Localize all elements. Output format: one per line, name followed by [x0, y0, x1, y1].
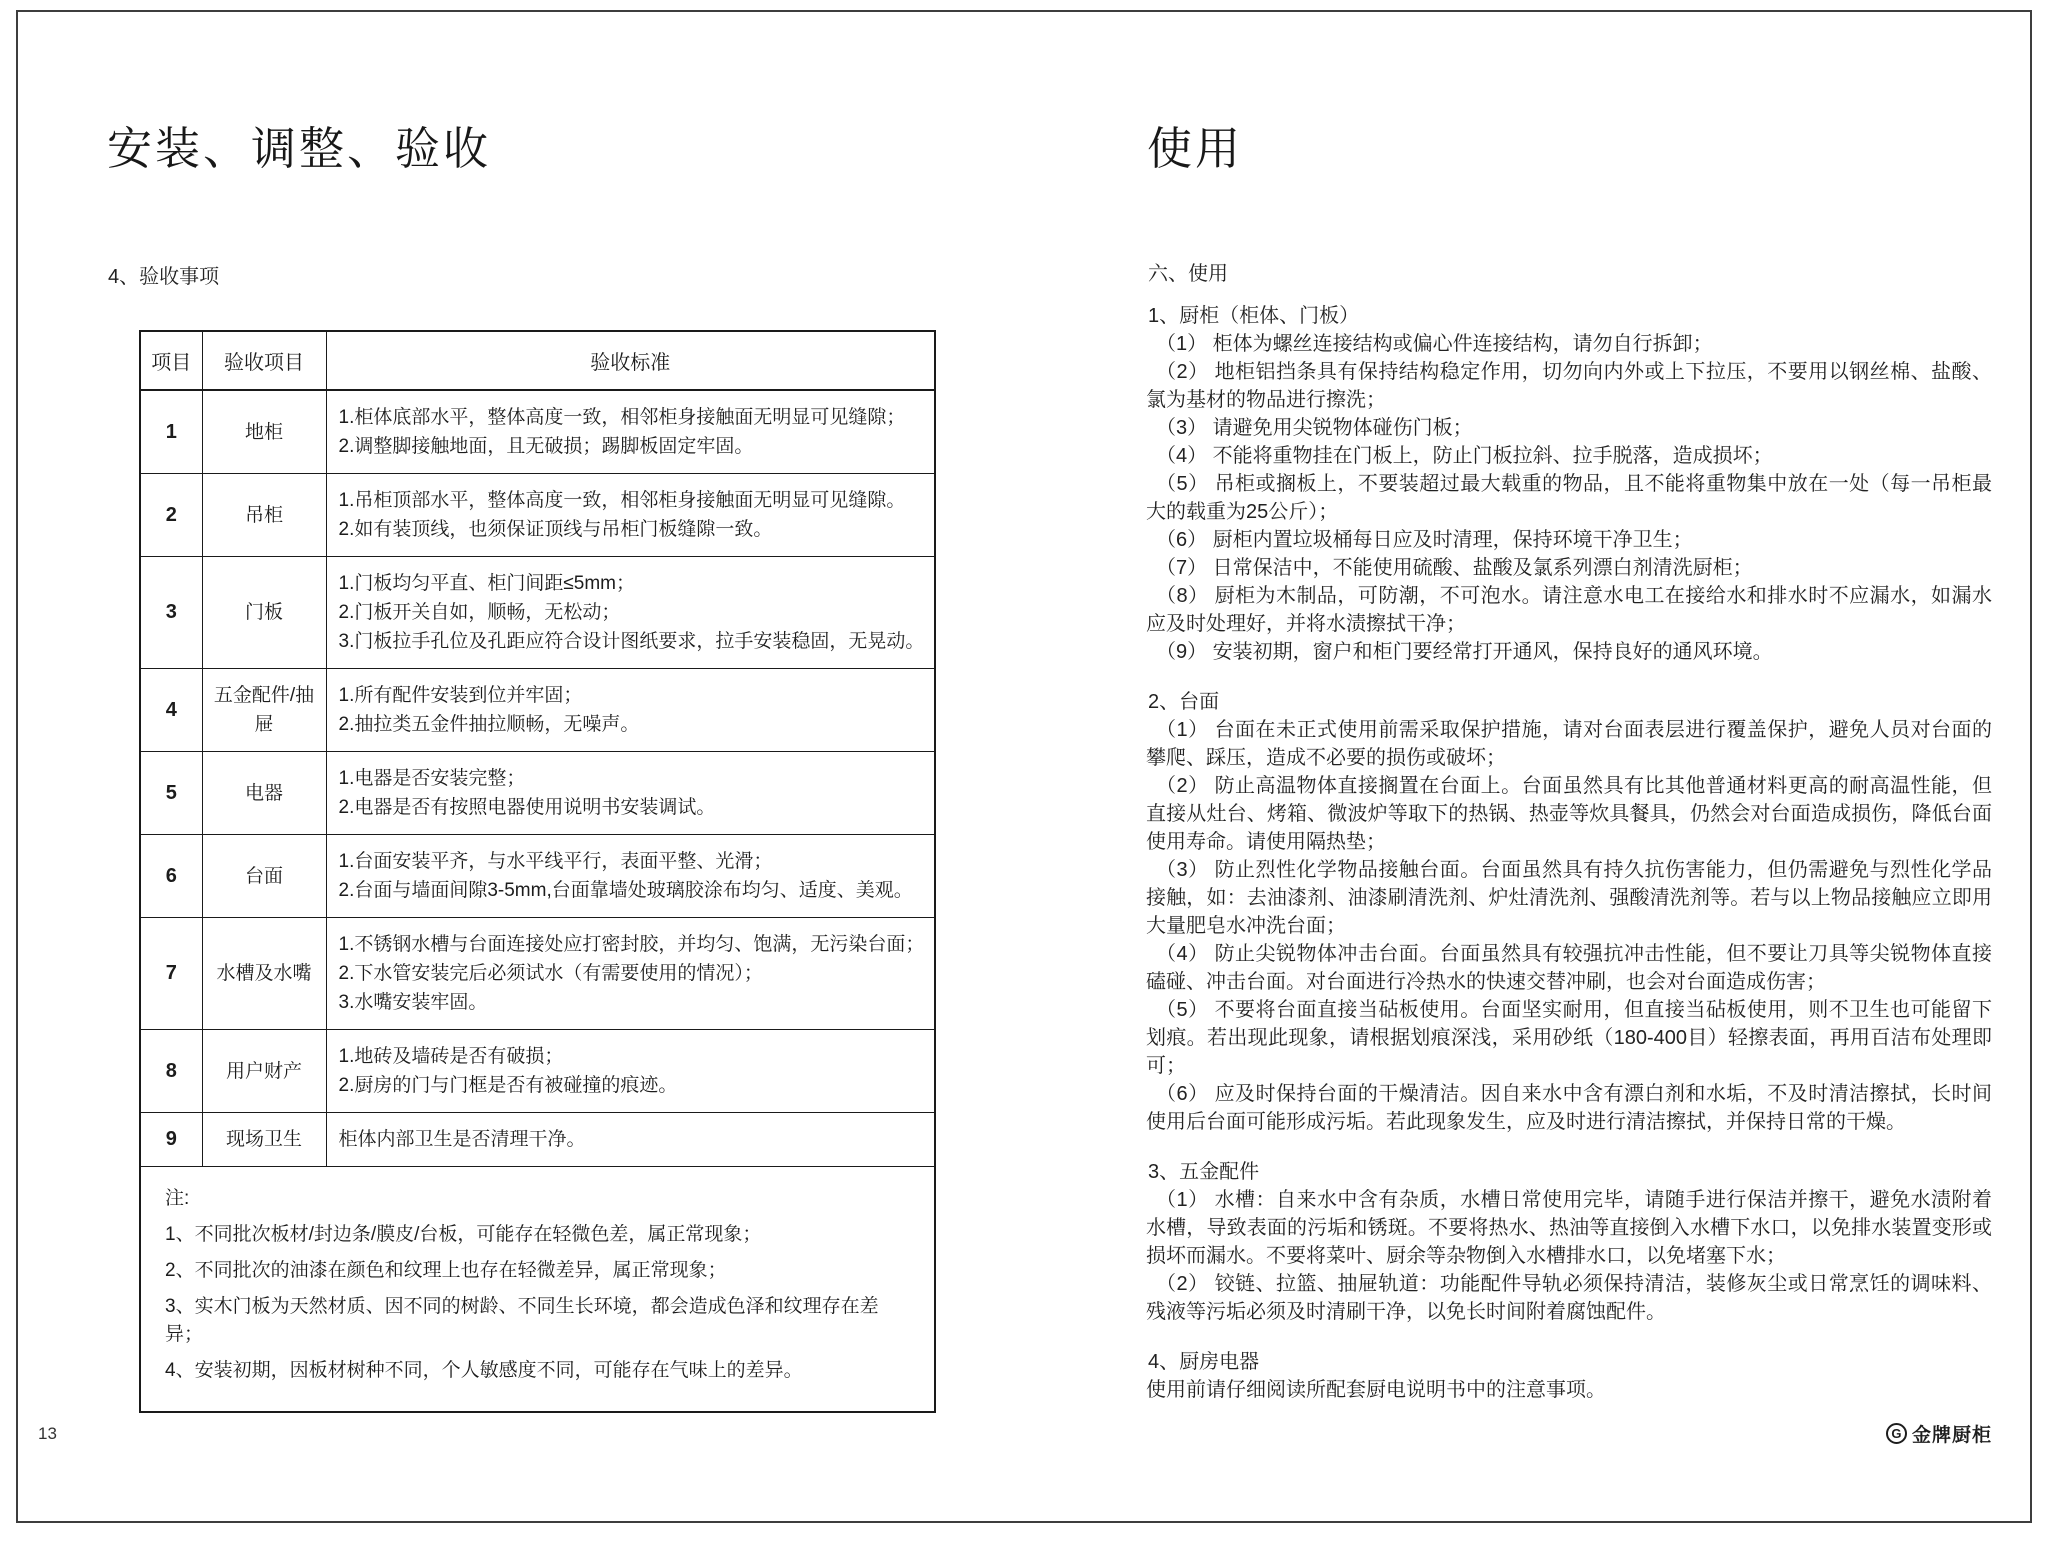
usage-item: （6） 应及时保持台面的干燥清洁。因自来水中含有漂白剂和水垢，不及时清洁擦拭，长时间使用后台面可能形成污垢。若此现象发生，应及时进行清洁擦拭，并保持日常的干燥。: [1146, 1083, 1992, 1133]
standard-line: 2.下水管安装完后必须试水（有需要使用的情况）；: [338, 963, 763, 984]
standard-line: 1.地砖及墙砖是否有破损；: [338, 1046, 564, 1067]
standard-line: 2.如有装顶线，也须保证顶线与吊柜门板缝隙一致。: [338, 519, 773, 540]
standard-line: 3.门板拉手孔位及孔距应符合设计图纸要求，拉手安装稳固，无晃动。: [338, 631, 925, 652]
usage-section: [1146, 1158, 1992, 1326]
standard-line: 3.水嘴安装牢固。: [338, 992, 488, 1013]
standard-line: 1.柜体底部水平，整体高度一致，相邻柜身接触面无明显可见缝隙；: [338, 407, 906, 428]
usage-item: （9） 安装初期，窗户和柜门要经常打开通风，保持良好的通风环境。: [1156, 641, 1773, 663]
brand-name: 金牌厨柜: [1911, 1425, 1992, 1446]
standard-line: 1.门板均匀平直、柜门间距≤5mm；: [338, 573, 635, 594]
usage-section: [1146, 1348, 1992, 1404]
standard-line: 2.电器是否有按照电器使用说明书安装调试。: [338, 797, 716, 818]
page-number: 13: [38, 1424, 57, 1443]
left-page-title: 安装、调整、验收: [107, 123, 492, 175]
row-number-cell: 1: [140, 390, 202, 474]
note-line: 2、不同批次的油漆在颜色和纹理上也存在轻微差异，属正常现象；: [165, 1260, 727, 1281]
table-row: [140, 390, 935, 474]
row-number-cell: 3: [140, 557, 202, 669]
acceptance-table: [139, 330, 936, 1413]
row-item-cell: 现场卫生: [202, 1113, 326, 1167]
table-row: [140, 474, 935, 557]
usage-section-heading: 六、使用: [1148, 263, 1228, 285]
row-item-cell: 水槽及水嘴: [202, 918, 326, 1030]
usage-item: （1） 柜体为螺丝连接结构或偏心件连接结构，请勿自行拆卸；: [1156, 333, 1713, 355]
row-number-cell: 5: [140, 752, 202, 835]
standard-line: 2.抽拉类五金件抽拉顺畅，无噪声。: [338, 714, 640, 735]
usage-body: [1146, 260, 1992, 1404]
usage-item: （3） 防止烈性化学物品接触台面。台面虽然具有持久抗伤害能力，但仍需避免与烈性化学品接触，如：去油漆剂、油漆刷清洗剂、炉灶清洗剂、强酸清洗剂等。若与以上物品接触应立即用大量肥皂水冲洗台面；: [1146, 859, 1992, 937]
table-row: [140, 752, 935, 835]
column-header-no: 项目: [140, 331, 202, 390]
usage-item: （1） 水槽：自来水中含有杂质，水槽日常使用完毕，请随手进行保洁并擦干，避免水渍附着水槽，导致表面的污垢和锈斑。不要将热水、热油等直接倒入水槽下水口，以免排水装置变形或损坏而漏水。不要将菜叶、厨余等杂物倒入水槽排水口，以免堵塞下水；: [1146, 1189, 1992, 1267]
standard-line: 1.台面安装平齐，与水平线平行，表面平整、光滑；: [338, 851, 773, 872]
table-row: [140, 1113, 935, 1167]
row-standard-cell: [326, 474, 935, 557]
usage-section-heading: 4、厨房电器: [1148, 1351, 1260, 1373]
row-standard-cell: [326, 669, 935, 752]
row-standard-cell: [326, 835, 935, 918]
usage-section: [1146, 688, 1992, 1136]
standard-line: 2.台面与墙面间隙3-5mm,台面靠墙处玻璃胶涂布均匀、适度、美观。: [338, 880, 913, 901]
row-number-cell: 6: [140, 835, 202, 918]
row-standard-cell: [326, 918, 935, 1030]
standard-line: 1.吊柜顶部水平，整体高度一致，相邻柜身接触面无明显可见缝隙。: [338, 490, 906, 511]
usage-item: （2） 防止高温物体直接搁置在台面上。台面虽然具有比其他普通材料更高的耐高温性能，但直接从灶台、烤箱、微波炉等取下的热锅、热壶等炊具餐具，仍然会对台面造成损伤，降低台面使用寿命。请使用隔热垫；: [1146, 775, 1992, 853]
table-row: [140, 1030, 935, 1113]
usage-item: （4） 防止尖锐物体冲击台面。台面虽然具有较强抗冲击性能，但不要让刀具等尖锐物体直接磕碰、冲击台面。对台面进行冷热水的快速交替冲刷，也会对台面造成伤害；: [1146, 943, 1992, 993]
row-number-cell: 2: [140, 474, 202, 557]
acceptance-section-label: 4、验收事项: [108, 266, 220, 288]
usage-item: （7） 日常保洁中，不能使用硫酸、盐酸及氯系列漂白剂清洗厨柜；: [1156, 557, 1753, 579]
usage-item: 使用前请仔细阅读所配套厨电说明书中的注意事项。: [1146, 1379, 1606, 1401]
row-item-cell: 台面: [202, 835, 326, 918]
row-item-cell: 地柜: [202, 390, 326, 474]
notes-label: 注:: [165, 1188, 190, 1209]
table-row: [140, 669, 935, 752]
usage-item: （5） 吊柜或搁板上，不要装超过最大载重的物品，且不能将重物集中放在一处（每一吊柜最大的载重为25公斤）；: [1146, 473, 1992, 523]
usage-item: （4） 不能将重物挂在门板上，防止门板拉斜、拉手脱落，造成损坏；: [1156, 445, 1773, 467]
row-number-cell: 7: [140, 918, 202, 1030]
usage-section-heading: 3、五金配件: [1148, 1161, 1260, 1183]
usage-item: （8） 厨柜为木制品，可防潮，不可泡水。请注意水电工在接给水和排水时不应漏水，如漏水应及时处理好，并将水渍擦拭干净；: [1146, 585, 1992, 635]
column-header-item: 验收项目: [202, 331, 326, 390]
usage-item: （1） 台面在未正式使用前需采取保护措施，请对台面表层进行覆盖保护，避免人员对台面的攀爬、踩压，造成不必要的损伤或破坏；: [1146, 719, 1992, 769]
row-standard-cell: [326, 1030, 935, 1113]
table-row: [140, 918, 935, 1030]
usage-section: [1146, 302, 1992, 666]
row-item-cell: 门板: [202, 557, 326, 669]
standard-line: 1.所有配件安装到位并牢固；: [338, 685, 583, 706]
brand-logo: [1886, 1420, 1992, 1447]
usage-item: （2） 铰链、拉篮、抽屉轨道：功能配件导轨必须保持清洁，装修灰尘或日常烹饪的调味料、残液等污垢必须及时清刷干净，以免长时间附着腐蚀配件。: [1146, 1273, 1992, 1323]
row-standard-cell: [326, 390, 935, 474]
row-number-cell: 4: [140, 669, 202, 752]
standard-line: 2.门板开关自如，顺畅，无松动；: [338, 602, 621, 623]
row-number-cell: 8: [140, 1030, 202, 1113]
column-header-standard: 验收标准: [326, 331, 935, 390]
table-row: [140, 835, 935, 918]
table-row: [140, 557, 935, 669]
usage-section-heading: 2、台面: [1148, 691, 1220, 713]
usage-item: （3） 请避免用尖锐物体碰伤门板；: [1156, 417, 1473, 439]
table-notes-row: [140, 1167, 935, 1413]
table-header-row: [140, 331, 935, 390]
row-item-cell: 电器: [202, 752, 326, 835]
notes-cell: [140, 1167, 935, 1413]
note-line: 3、实木门板为天然材质、因不同的树龄、不同生长环境，都会造成色泽和纹理存在差异；: [165, 1296, 879, 1345]
standard-line: 1.电器是否安装完整；: [338, 768, 526, 789]
standard-line: 柜体内部卫生是否清理干净。: [338, 1129, 586, 1150]
standard-line: 1.不锈钢水槽与台面连接处应打密封胶，并均匀、饱满，无污染台面；: [338, 934, 925, 955]
usage-section-heading: 1、厨柜（柜体、门板）: [1148, 305, 1360, 327]
row-standard-cell: [326, 1113, 935, 1167]
row-item-cell: 用户财产: [202, 1030, 326, 1113]
right-page-title: 使用: [1147, 123, 1244, 175]
usage-item: （5） 不要将台面直接当砧板使用。台面坚实耐用，但直接当砧板使用，则不卫生也可能留下划痕。若出现此现象，请根据划痕深浅，采用砂纸（180-400目）轻擦表面，再用百洁布处理即可；: [1146, 999, 1992, 1077]
row-standard-cell: [326, 557, 935, 669]
brand-g-icon: G: [1886, 1423, 1907, 1444]
row-item-cell: 吊柜: [202, 474, 326, 557]
usage-item: （2） 地柜铝挡条具有保持结构稳定作用，切勿向内外或上下拉压，不要用以钢丝棉、盐酸、氯为基材的物品进行擦洗；: [1146, 361, 1992, 411]
row-item-cell: 五金配件/抽屉: [202, 669, 326, 752]
standard-line: 2.厨房的门与门框是否有被碰撞的痕迹。: [338, 1075, 678, 1096]
usage-item: （6） 厨柜内置垃圾桶每日应及时清理，保持环境干净卫生；: [1156, 529, 1693, 551]
row-number-cell: 9: [140, 1113, 202, 1167]
row-standard-cell: [326, 752, 935, 835]
note-line: 1、不同批次板材/封边条/膜皮/台板，可能存在轻微色差，属正常现象；: [165, 1224, 762, 1245]
note-line: 4、安装初期，因板材树种不同，个人敏感度不同，可能存在气味上的差异。: [165, 1360, 803, 1381]
standard-line: 2.调整脚接触地面，且无破损；踢脚板固定牢固。: [338, 436, 754, 457]
